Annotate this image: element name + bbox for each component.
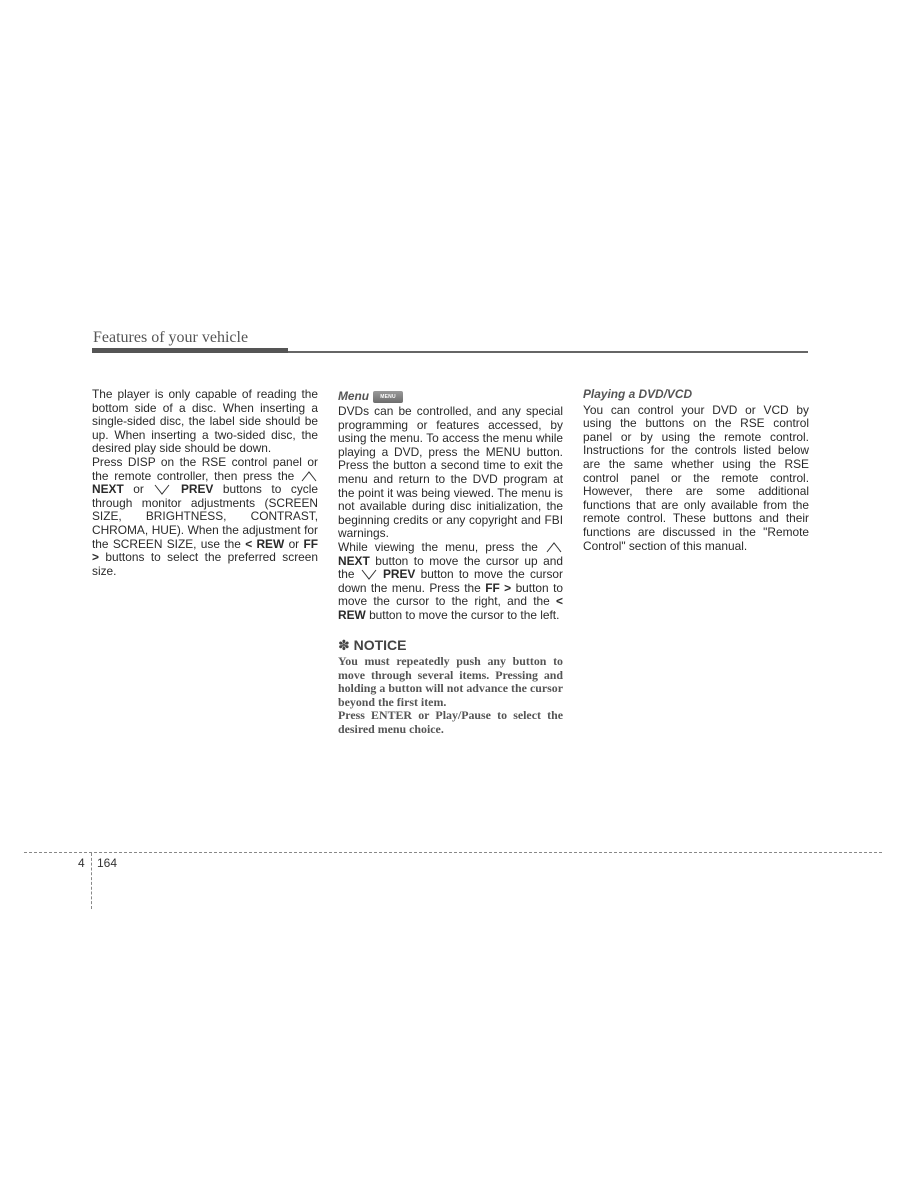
text-segment: Press DISP on the RSE control panel or the remote controller, then press the xyxy=(92,454,318,483)
chapter-number: 4 xyxy=(78,856,85,870)
next-label: NEXT xyxy=(92,482,124,497)
page-number: 164 xyxy=(97,856,118,870)
paragraph-playing-dvd: You can control your DVD or VCD by using the buttons on the RSE control panel or by using the remote control. Instructions for the controls listed below are the same whether using the RSE control panel or the remote control. However, there are some additional functions that are only available from the remote control. These buttons and their functions are discussed in the "Remote Control" section of this manual. xyxy=(583,402,809,553)
column-right xyxy=(583,388,809,553)
paragraph-disp-adjust xyxy=(92,456,318,578)
notice-paragraph: Press ENTER or Play/Pause to select the desired menu choice. xyxy=(338,708,563,737)
text-segment: button to move the cursor down the menu. Press the xyxy=(338,567,564,595)
rew-label: < REW xyxy=(338,594,563,622)
paragraph-menu-navigation xyxy=(338,541,563,623)
playing-dvd-heading: Playing a DVD/VCD xyxy=(583,387,693,401)
header-rule-thick xyxy=(92,348,288,353)
header-rule-thin xyxy=(288,351,808,353)
chevron-up-icon xyxy=(301,471,317,482)
text-segment: button to move the cursor up and the xyxy=(338,553,563,582)
menu-heading-row xyxy=(338,389,563,405)
notice-paragraph: You must repeatedly push any button to move through several items. Pressing and holding a button will not advance the cursor beyond the first item. xyxy=(338,654,563,709)
footer-vertical-divider xyxy=(91,853,92,909)
ff-label: FF > xyxy=(92,536,319,565)
next-label: NEXT xyxy=(338,553,370,568)
footer-divider xyxy=(24,852,882,853)
text-segment: buttons to select the preferred screen size. xyxy=(92,550,318,578)
column-middle xyxy=(338,388,563,737)
rew-label: < REW xyxy=(245,536,285,551)
prev-label: PREV xyxy=(180,482,214,497)
page-section-title: Features of your vehicle xyxy=(93,329,249,346)
chevron-down-icon xyxy=(154,484,170,495)
paragraph-menu-intro: DVDs can be controlled, and any special programming or features accessed, by using the menu. To access the menu while playing a DVD, press the MENU button. Press the button a second time to exit the menu and return to the DVD program at the point it was being viewed. The menu is not available during disc initialization, the beginning credits or any copyright and FBI warnings. xyxy=(338,404,563,541)
menu-heading: Menu xyxy=(338,389,370,404)
text-segment: or xyxy=(288,536,300,551)
menu-button-icon: MENU xyxy=(373,391,403,403)
text-segment: button to move the cursor to the right, and the xyxy=(338,580,563,609)
text-segment: While viewing the menu, press the xyxy=(338,539,538,554)
ff-label: FF > xyxy=(485,580,512,595)
notice-title: ✽ NOTICE xyxy=(338,636,407,653)
text-segment: or xyxy=(133,482,144,497)
paragraph-disc-side: The player is only capable of reading the bottom side of a disc. When inserting a single-sided disc, the label side should be up. When inserting a two-sided disc, the desired play side should be down. xyxy=(92,387,318,456)
column-left xyxy=(92,388,318,578)
text-segment: button to move the cursor to the left. xyxy=(369,607,560,622)
text-segment: buttons to cycle through monitor adjustments (SCREEN SIZE, BRIGHTNESS, CONTRAST, CHROMA, HUE). When the adjustment for the SCREEN SIZE, use the xyxy=(92,482,318,551)
prev-label: PREV xyxy=(382,567,416,582)
chevron-up-icon xyxy=(546,542,562,553)
chevron-down-icon xyxy=(361,569,377,580)
